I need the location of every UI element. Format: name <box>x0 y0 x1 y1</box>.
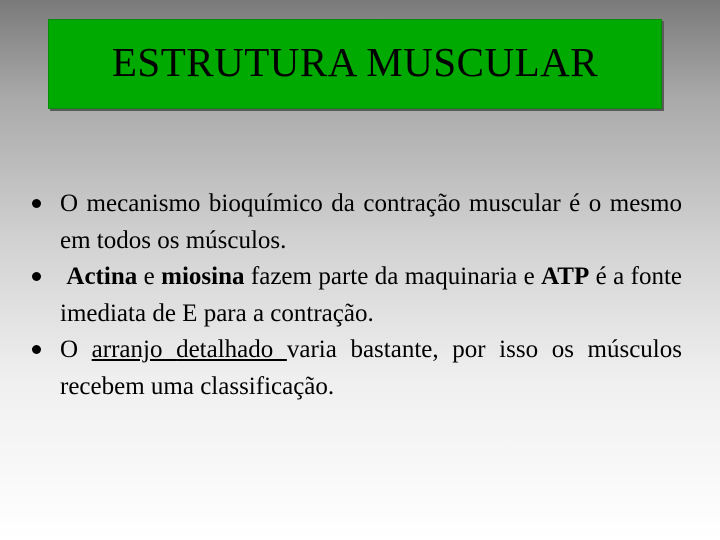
bullet-item <box>32 186 682 259</box>
bullet-text: varia bastante, por isso os músculos recebem uma classificação. <box>60 336 682 400</box>
bullet-dot-icon <box>32 199 41 208</box>
bullet-dot-icon <box>32 272 41 281</box>
bullet-text: e <box>137 263 162 290</box>
slide-title: ESTRUTURA MUSCULAR <box>111 39 599 85</box>
underlined-arranjo: arranjo <box>91 336 177 363</box>
term-actina: Actina <box>66 263 138 290</box>
bullet-text: O <box>60 336 92 363</box>
bullet-text: é a fonte imediata de E para a contração. <box>60 263 682 327</box>
bullet-item <box>32 259 682 332</box>
term-atp: ATP <box>541 263 590 290</box>
underlined-detalhado: detalhado <box>176 336 287 363</box>
bullet-dot-icon <box>32 345 41 354</box>
title-box <box>48 19 662 109</box>
bullet-text: fazem parte da maquinaria e <box>244 263 542 290</box>
bullet-item <box>32 332 682 405</box>
bullet-list <box>32 186 682 405</box>
term-miosina: miosina <box>161 263 245 290</box>
bullet-text: O mecanismo bioquímico da contração muscular é o mesmo em todos os músculos. <box>60 190 682 254</box>
